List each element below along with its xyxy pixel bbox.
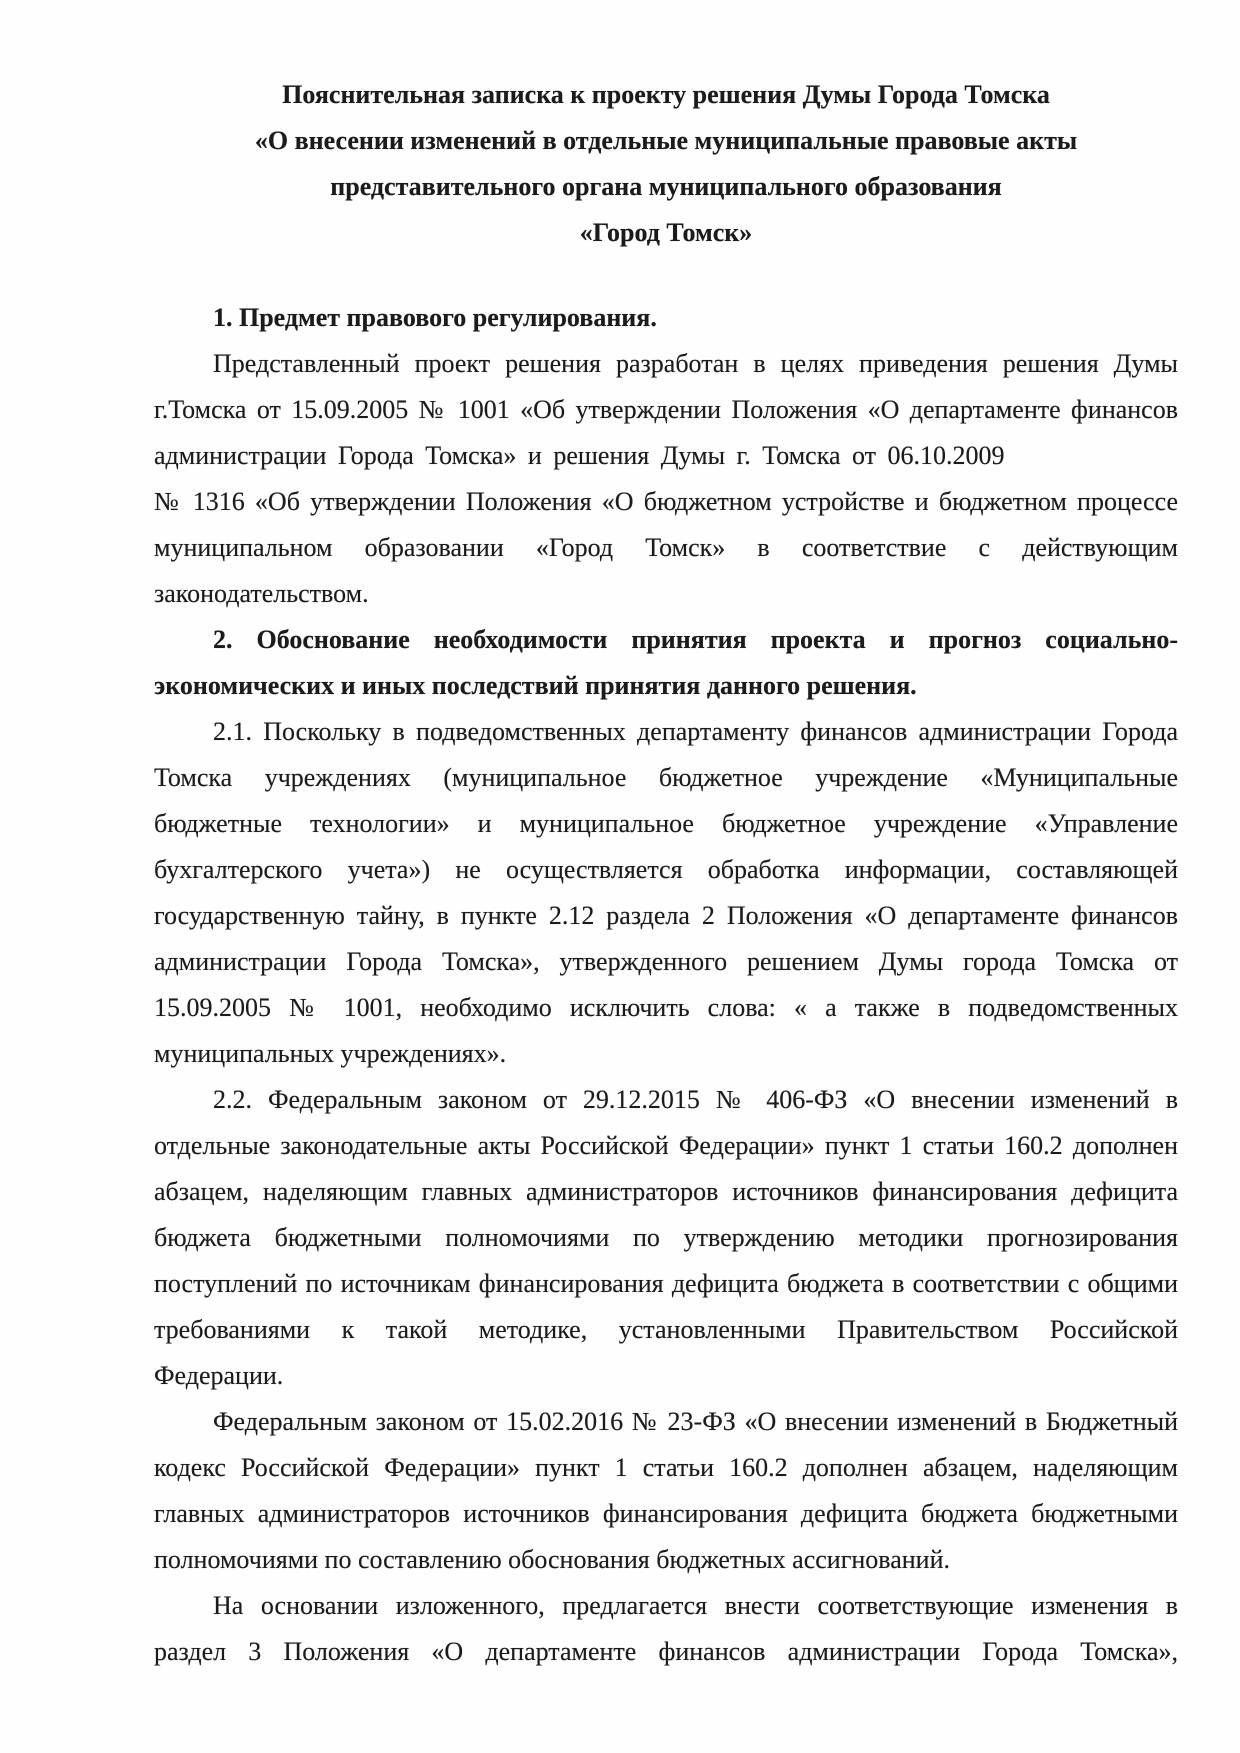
- paragraph-line: главных администраторов источников финансирования дефицита бюджета бюджетными: [154, 1499, 1178, 1528]
- paragraph-line: отдельные законодательные акты Российской Федерации» пункт 1 статьи 160.2 дополнен: [154, 1131, 1178, 1160]
- title-line-3: представительного органа муниципального образования: [330, 172, 1002, 201]
- paragraph-line: бюджетные технологии» и муниципальное бюджетное учреждение «Управление: [154, 809, 1178, 838]
- paragraph-line: На основании изложенного, предлагается внести соответствующие изменения в: [213, 1591, 1178, 1620]
- paragraph-line: раздел 3 Положения «О департаменте финансов администрации Города Томска»,: [154, 1637, 1178, 1666]
- section-heading-line: 1. Предмет правового регулирования.: [213, 303, 657, 332]
- section-heading-line: экономических и иных последствий принятия данного решения.: [154, 671, 917, 700]
- paragraph-line: 2.2. Федеральным законом от 29.12.2015 № 406-ФЗ «О внесении изменений в: [213, 1085, 1178, 1114]
- paragraph-line: Представленный проект решения разработан в целях приведения решения Думы: [213, 349, 1178, 378]
- paragraph-line: Томска учреждениях (муниципальное бюджетное учреждение «Муниципальные: [154, 763, 1178, 792]
- paragraph-line: муниципальном образовании «Город Томск» в соответствие с действующим: [154, 533, 1178, 562]
- paragraph-line: требованиями к такой методике, установленными Правительством Российской: [154, 1315, 1178, 1344]
- document-body: [154, 295, 1178, 1675]
- paragraph-line: администрации Города Томска», утвержденного решением Думы города Томска от: [154, 947, 1178, 976]
- paragraph-line: Федеральным законом от 15.02.2016 № 23-ФЗ «О внесении изменений в Бюджетный: [213, 1407, 1178, 1436]
- paragraph-line: бухгалтерского учета») не осуществляется обработка информации, составляющей: [154, 855, 1178, 884]
- document-title: [154, 72, 1178, 256]
- paragraph-line: полномочиями по составлению обоснования бюджетных ассигнований.: [154, 1545, 951, 1574]
- paragraph-line: законодательством.: [154, 579, 369, 608]
- title-line-1: Пояснительная записка к проекту решения Думы Города Томска: [282, 80, 1050, 109]
- paragraph-line: 2.1. Поскольку в подведомственных департаменту финансов администрации Города: [213, 717, 1178, 746]
- paragraph-line: 15.09.2005 № 1001, необходимо исключить слова: « а также в подведомственных: [154, 993, 1178, 1022]
- paragraph-line: администрации Города Томска» и решения Думы г. Томска от 06.10.2009: [154, 441, 1005, 470]
- section-heading-line: 2. Обоснование необходимости принятия проекта и прогноз социально-: [213, 625, 1178, 654]
- paragraph-line: абзацем, наделяющим главных администраторов источников финансирования дефицита: [154, 1177, 1178, 1206]
- title-line-2: «О внесении изменений в отдельные муниципальные правовые акты: [254, 126, 1078, 155]
- paragraph-line: муниципальных учреждениях».: [154, 1039, 507, 1068]
- paragraph-line: г.Томска от 15.09.2005 № 1001 «Об утверждении Положения «О департаменте финансов: [154, 395, 1178, 424]
- paragraph-line: Федерации.: [154, 1361, 284, 1390]
- title-body-gap: [154, 256, 1178, 295]
- title-line-4: «Город Томск»: [579, 218, 753, 247]
- paragraph-line: № 1316 «Об утверждении Положения «О бюджетном устройстве и бюджетном процессе: [154, 487, 1178, 516]
- paragraph-line: государственную тайну, в пункте 2.12 раздела 2 Положения «О департаменте финансов: [154, 901, 1178, 930]
- paragraph-line: поступлений по источникам финансирования дефицита бюджета в соответствии с общими: [154, 1269, 1178, 1298]
- paragraph-line: кодекс Российской Федерации» пункт 1 статьи 160.2 дополнен абзацем, наделяющим: [154, 1453, 1178, 1482]
- paragraph-line: бюджета бюджетными полномочиями по утверждению методики прогнозирования: [154, 1223, 1178, 1252]
